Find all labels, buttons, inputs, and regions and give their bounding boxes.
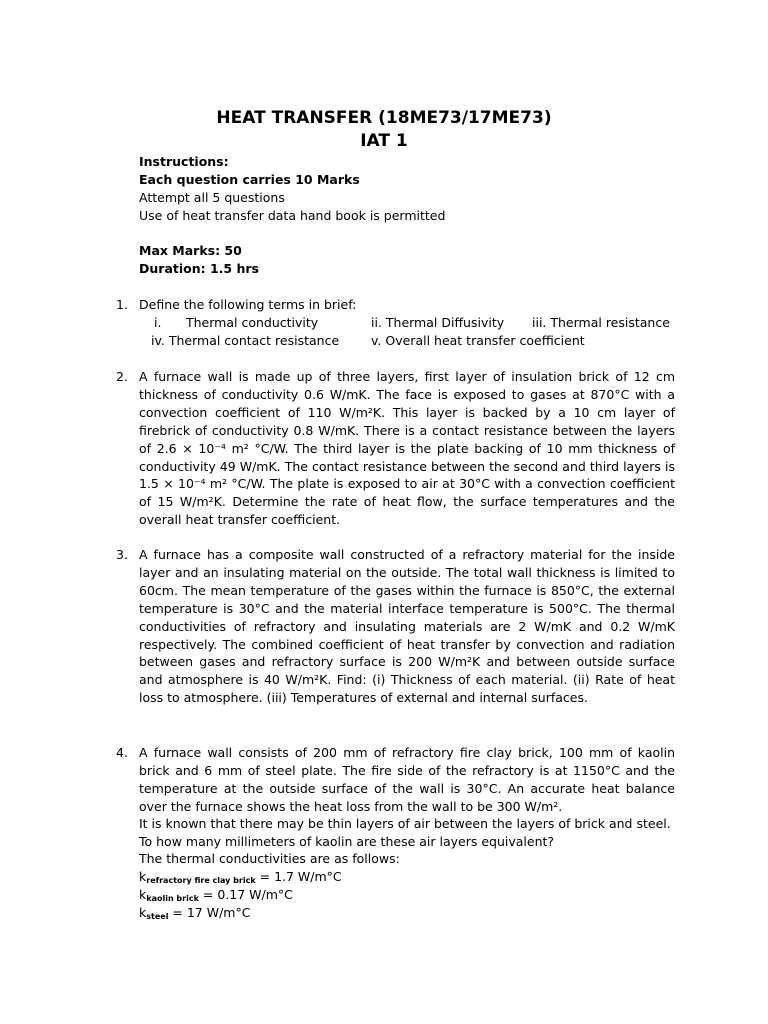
instruction-marks: Each question carries 10 Marks [139, 172, 360, 187]
k-value: = 1.7 W/m°C [255, 869, 342, 884]
question-number: 3. [116, 547, 128, 562]
term-overall-coefficient: v. Overall heat transfer coefficient [371, 333, 585, 348]
k-symbol: k [139, 887, 147, 902]
k-symbol: k [139, 905, 147, 920]
question-text: A furnace wall consists of 200 mm of refractory fire clay brick, 100 mm of kaolin brick and 6 mm of steel plate. The fire side of the refractory is at 1150°C and the temperature at the outside surface of the wall is 30°C. An accurate heat balance over the furnace shows the heat loss from the wall to be 300 W/m². [139, 745, 675, 814]
question-text: Define the following terms in brief: [139, 297, 357, 312]
instruction-attempt: Attempt all 5 questions [139, 190, 285, 205]
page-title: HEAT TRANSFER (18ME73/17ME73) [216, 108, 552, 128]
term-thermal-contact-resistance: iv. Thermal contact resistance [151, 333, 340, 348]
max-marks: Max Marks: 50 [139, 243, 242, 258]
term-thermal-resistance: iii. Thermal resistance [532, 315, 670, 330]
term-number: i. [154, 315, 162, 330]
k-subscript: refractory fire clay brick [146, 876, 256, 885]
instructions-heading: Instructions: [139, 154, 229, 169]
term-thermal-diffusivity: ii. Thermal Diffusivity [371, 315, 505, 330]
question-number: 4. [116, 745, 128, 760]
k-value: = 0.17 W/m°C [198, 887, 293, 902]
question-number: 2. [116, 369, 128, 384]
question-text: A furnace has a composite wall constructed of a refractory material for the inside layer and an insulating material on the outside. The total wall thickness is limited to 60cm. The mean temperature of the gases within the furnace is 850°C, the external temperature is 30°C and the material interface temperature is 500°C. The thermal conductivities of refractory and insulating materials are 2 W/mK and 0.2 W/mK respectively. The combined coefficient of heat transfer by convection and radiation between gases and refractory surface is 200 W/m²K and between outside surface and atmosphere is 40 W/m²K. Find: (i) Thickness of each material. (ii) Rate of heat loss to atmosphere. (iii) Temperatures of external and internal surfaces. [139, 547, 675, 706]
conductivities-heading: The thermal conductivities are as follows: [139, 851, 400, 866]
term-thermal-conductivity: Thermal conductivity [186, 315, 319, 330]
k-subscript: kaolin brick [146, 894, 199, 903]
instruction-handbook: Use of heat transfer data hand book is permitted [139, 208, 446, 223]
page-subtitle: IAT 1 [360, 131, 408, 151]
question-kaolin: To how many millimeters of kaolin are these air layers equivalent? [139, 834, 555, 849]
k-subscript: steel [146, 912, 169, 921]
k-value: = 17 W/m°C [168, 905, 251, 920]
k-symbol: k [139, 869, 147, 884]
question-number: 1. [116, 297, 128, 312]
duration: Duration: 1.5 hrs [139, 261, 259, 276]
question-text: A furnace wall is made up of three layers, first layer of insulation brick of 12 cm thickness of conductivity 0.6 W/mK. The face is exposed to gases at 870°C with a convection coefficient of 110 W/m²K. This layer is backed by a 10 cm layer of firebrick of conductivity 0.8 W/mK. There is a contact resistance between the layers of 2.6 × 10⁻⁴ m² °C/W. The third layer is the plate backing of 10 mm thickness of conductivity 49 W/mK. The contact resistance between the second and third layers is 1.5 × 10⁻⁴ m² °C/W. The plate is exposed to air at 30°C with a convection coefficient of 15 W/m²K. Determine the rate of heat flow, the surface temperatures and the overall heat transfer coefficient. [139, 369, 675, 528]
k-steel [139, 904, 250, 925]
question-air-layers: It is known that there may be thin layers of air between the layers of brick and steel. [139, 816, 671, 831]
